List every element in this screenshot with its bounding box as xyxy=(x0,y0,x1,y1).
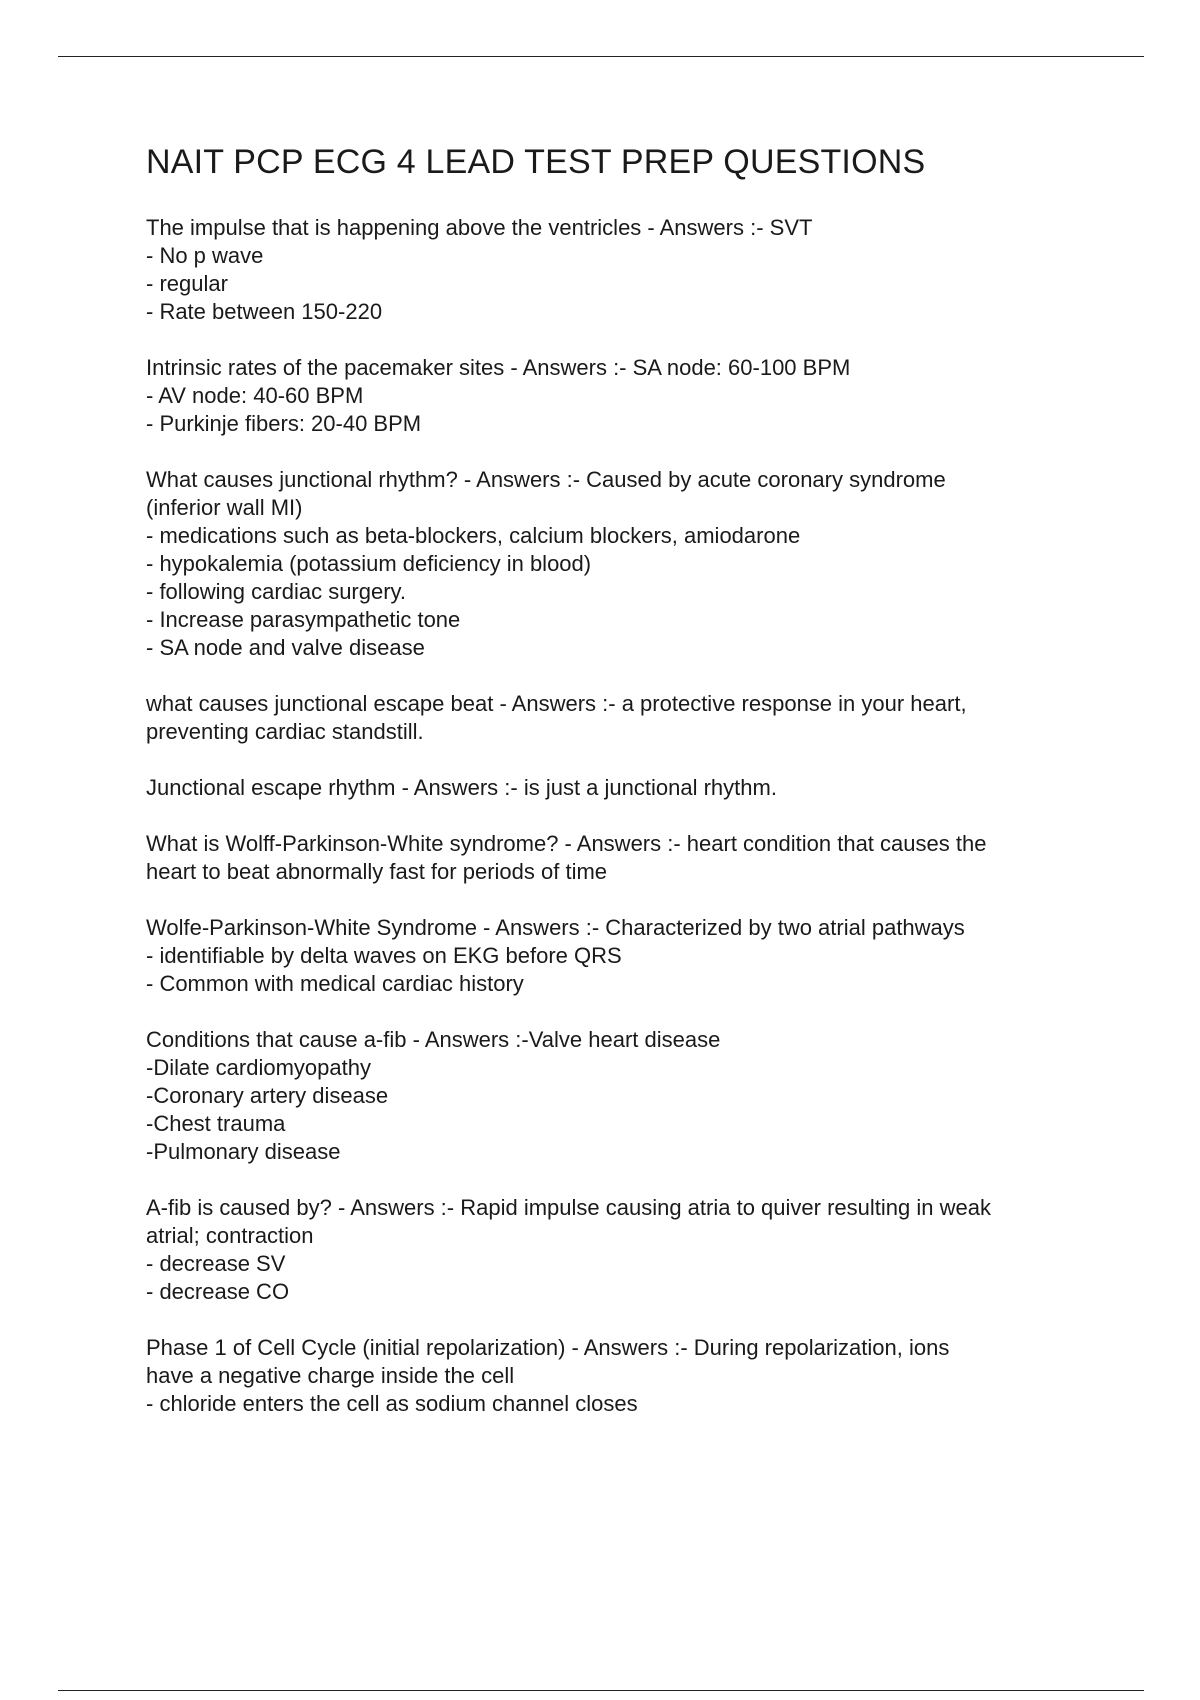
qa-line: preventing cardiac standstill. xyxy=(146,719,424,744)
qa-line: What causes junctional rhythm? - Answers :- Caused by acute coronary syndrome xyxy=(146,467,946,492)
qa-line: - Purkinje fibers: 20-40 BPM xyxy=(146,411,422,436)
qa-entry xyxy=(146,466,1086,662)
qa-line: - Increase parasympathetic tone xyxy=(146,607,461,632)
qa-line: - No p wave xyxy=(146,243,264,268)
qa-line: Wolfe-Parkinson-White Syndrome - Answers :- Characterized by two atrial pathways xyxy=(146,915,965,940)
qa-entry xyxy=(146,830,1086,886)
qa-line: Conditions that cause a-fib - Answers :-Valve heart disease xyxy=(146,1027,721,1052)
qa-line: - chloride enters the cell as sodium channel closes xyxy=(146,1391,638,1416)
qa-line: Phase 1 of Cell Cycle (initial repolarization) - Answers :- During repolarization, ions xyxy=(146,1335,950,1360)
document-title: NAIT PCP ECG 4 LEAD TEST PREP QUESTIONS xyxy=(146,143,926,181)
qa-line: - Common with medical cardiac history xyxy=(146,971,524,996)
qa-line: A-fib is caused by? - Answers :- Rapid impulse causing atria to quiver resulting in weak xyxy=(146,1195,991,1220)
qa-line: - hypokalemia (potassium deficiency in blood) xyxy=(146,551,592,576)
qa-line: - regular xyxy=(146,271,228,296)
qa-line: - decrease CO xyxy=(146,1279,290,1304)
qa-line: (inferior wall MI) xyxy=(146,495,303,520)
qa-line: - AV node: 40-60 BPM xyxy=(146,383,364,408)
qa-line: heart to beat abnormally fast for periods of time xyxy=(146,859,608,884)
bottom-divider xyxy=(58,1690,1144,1691)
qa-entry xyxy=(146,690,1086,746)
qa-entry xyxy=(146,354,1086,438)
qa-entry xyxy=(146,914,1086,998)
qa-line: -Pulmonary disease xyxy=(146,1139,341,1164)
qa-line: The impulse that is happening above the ventricles - Answers :- SVT xyxy=(146,215,813,240)
qa-entry xyxy=(146,1194,1086,1306)
top-divider xyxy=(58,56,1144,57)
qa-line: -Chest trauma xyxy=(146,1111,286,1136)
qa-line: have a negative charge inside the cell xyxy=(146,1363,515,1388)
qa-line: Junctional escape rhythm - Answers :- is just a junctional rhythm. xyxy=(146,775,777,800)
qa-line: - following cardiac surgery. xyxy=(146,579,407,604)
qa-line: - SA node and valve disease xyxy=(146,635,425,660)
qa-line: - Rate between 150-220 xyxy=(146,299,383,324)
qa-line: what causes junctional escape beat - Answers :- a protective response in your heart, xyxy=(146,691,967,716)
qa-line: - identifiable by delta waves on EKG before QRS xyxy=(146,943,622,968)
qa-line: -Dilate cardiomyopathy xyxy=(146,1055,371,1080)
qa-line: atrial; contraction xyxy=(146,1223,314,1248)
qa-entry xyxy=(146,1334,1086,1418)
qa-entry xyxy=(146,774,1086,802)
qa-line: - medications such as beta-blockers, calcium blockers, amiodarone xyxy=(146,523,801,548)
qa-entry xyxy=(146,1026,1086,1166)
qa-line: What is Wolff-Parkinson-White syndrome? - Answers :- heart condition that causes the xyxy=(146,831,987,856)
document-body xyxy=(146,140,1086,1446)
qa-line: - decrease SV xyxy=(146,1251,286,1276)
qa-entry xyxy=(146,214,1086,326)
qa-line: Intrinsic rates of the pacemaker sites - Answers :- SA node: 60-100 BPM xyxy=(146,355,851,380)
qa-line: -Coronary artery disease xyxy=(146,1083,389,1108)
